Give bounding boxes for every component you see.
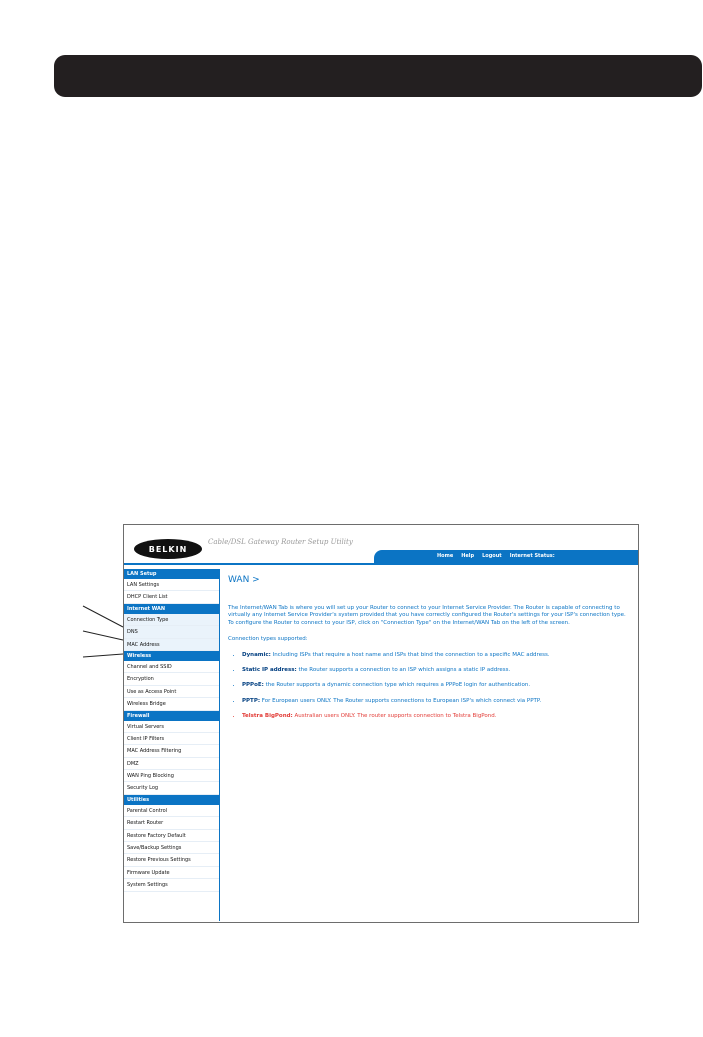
sidebar-item-dhcp-client-list[interactable]: DHCP Client List — [124, 591, 219, 603]
sidebar-item-parental-control[interactable]: Parental Control — [124, 805, 219, 817]
type-desc: Australian users ONLY. The router supports connection to Telstra BigPond. — [292, 712, 497, 719]
main-content — [228, 575, 628, 728]
type-name: PPTP: — [242, 697, 261, 704]
sidebar-item-wan-ping-blocking[interactable]: WAN Ping Blocking — [124, 770, 219, 782]
callout-line-mac-address — [83, 654, 123, 657]
sidebar-heading-internet-wan[interactable]: Internet WAN — [124, 604, 219, 614]
router-utility-screenshot — [123, 524, 639, 923]
sidebar-group-internet-wan — [124, 604, 219, 651]
sidebar-item-channel-ssid[interactable]: Channel and SSID — [124, 661, 219, 673]
sidebar-heading-firewall[interactable]: Firewall — [124, 711, 219, 721]
callout-line-dns — [83, 631, 123, 640]
sidebar-item-restart-router[interactable]: Restart Router — [124, 817, 219, 829]
sidebar-item-wireless-bridge[interactable]: Wireless Bridge — [124, 698, 219, 710]
utility-header — [124, 525, 638, 567]
sidebar — [124, 569, 220, 921]
type-name: Static IP address: — [242, 667, 297, 674]
connection-types-list — [228, 652, 628, 720]
logout-link[interactable]: Logout — [482, 553, 502, 559]
sidebar-item-firmware-update[interactable]: Firmware Update — [124, 867, 219, 879]
header-rule — [124, 563, 638, 565]
page-title: WAN > — [228, 575, 260, 585]
type-desc: Including ISPs that require a host name and ISPs that bind the connection to a specific MAC address. — [270, 651, 550, 658]
internet-status-link[interactable]: Internet Status: — [509, 553, 555, 559]
belkin-logo: BELKIN — [134, 539, 202, 559]
sidebar-item-encryption[interactable]: Encryption — [124, 673, 219, 685]
sidebar-item-access-point[interactable]: Use as Access Point — [124, 686, 219, 698]
type-name: Dynamic: — [242, 651, 271, 658]
help-link[interactable]: Help — [461, 553, 475, 559]
sidebar-item-client-ip-filters[interactable]: Client IP Filters — [124, 733, 219, 745]
sidebar-item-lan-settings[interactable]: LAN Settings — [124, 579, 219, 591]
header-links — [437, 553, 555, 559]
sidebar-item-save-backup[interactable]: Save/Backup Settings — [124, 842, 219, 854]
sidebar-group-utilities — [124, 795, 219, 892]
sidebar-group-wireless — [124, 651, 219, 711]
sidebar-item-connection-type[interactable]: Connection Type — [124, 614, 219, 626]
sidebar-item-restore-factory-default[interactable]: Restore Factory Default — [124, 830, 219, 842]
intro-text: The Internet/WAN Tab is where you will set up your Router to connect to your Internet Service Provider. The Router is capable of connecting to virtually any Internet Service Provider's system provided that you have correctly configured the Router's settings for your ISP's connection type. To configure the Router to connect to your ISP, click on "Connection Type" on the Internet/WAN Tab on the left of the screen. — [228, 605, 626, 626]
list-item — [242, 698, 628, 705]
sidebar-item-dns[interactable]: DNS — [124, 626, 219, 638]
home-link[interactable]: Home — [437, 553, 454, 559]
sidebar-item-dmz[interactable]: DMZ — [124, 758, 219, 770]
type-name: Telstra BigPond: — [242, 712, 293, 719]
sidebar-item-virtual-servers[interactable]: Virtual Servers — [124, 721, 219, 733]
type-desc: For European users ONLY. The Router supports connections to European ISP's which connect via PPTP. — [260, 697, 542, 704]
list-item — [242, 667, 628, 674]
sidebar-heading-utilities[interactable]: Utilities — [124, 795, 219, 805]
type-desc: the Router supports a dynamic connection type which requires a PPPoE login for authentication. — [263, 682, 531, 689]
sidebar-heading-wireless[interactable]: Wireless — [124, 651, 219, 661]
sidebar-heading-lan-setup[interactable]: LAN Setup — [124, 569, 219, 579]
connection-types-heading: Connection types supported: — [228, 635, 308, 642]
list-item — [242, 713, 628, 720]
list-item — [242, 652, 628, 659]
sidebar-group-lan-setup — [124, 569, 219, 604]
callout-line-connection-type — [83, 606, 123, 627]
sidebar-item-mac-address[interactable]: MAC Address — [124, 639, 219, 651]
sidebar-item-restore-previous[interactable]: Restore Previous Settings — [124, 854, 219, 866]
sidebar-item-security-log[interactable]: Security Log — [124, 782, 219, 794]
sidebar-group-firewall — [124, 711, 219, 795]
type-desc: the Router supports a connection to an ISP which assigns a static IP address. — [296, 667, 511, 674]
sidebar-item-system-settings[interactable]: System Settings — [124, 879, 219, 891]
utility-title: Cable/DSL Gateway Router Setup Utility — [208, 538, 353, 546]
type-name: PPPoE: — [242, 682, 264, 689]
list-item — [242, 682, 628, 689]
sidebar-item-mac-filtering[interactable]: MAC Address Filtering — [124, 745, 219, 757]
